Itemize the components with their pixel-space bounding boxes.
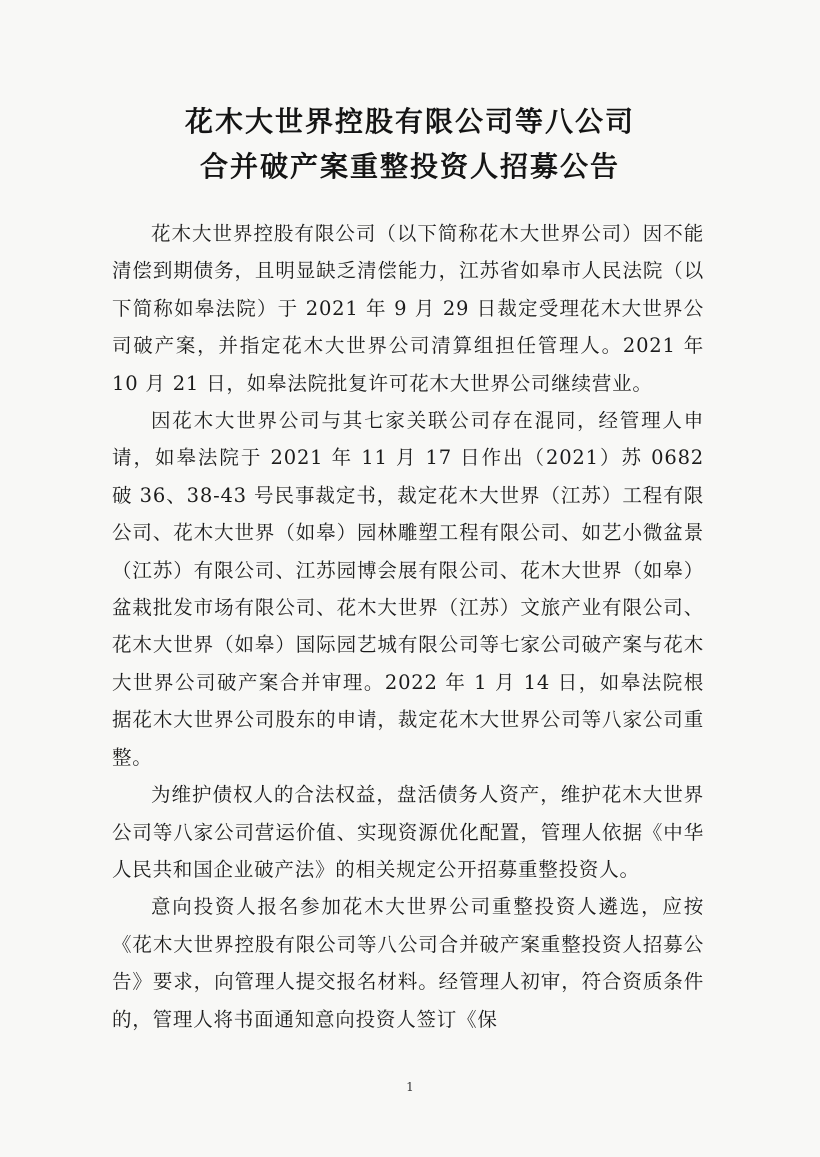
document-title-line2: 合并破产案重整投资人招募公告 — [199, 150, 620, 183]
document-title-line1: 花木大世界控股有限公司等八公司 — [184, 105, 635, 138]
paragraph-recruitment-purpose: 为维护债权人的合法权益，盘活债务人资产，维护花木大世界公司等八家公司营运价值、实现资源优化配置，管理人依据《中华人民共和国企业破产法》的相关规定公开招募重整投资人。 — [112, 783, 704, 881]
document-body — [112, 215, 704, 1038]
page-number: 1 — [406, 1080, 414, 1094]
paragraph-consolidation: 因花木大世界公司与其七家关联公司存在混同，经管理人申请，如皋法院于 2021 年 11 月 17 日作出（2021）苏 0682 破 36、38-43 号民事裁定书，裁定花木大世界（江苏）工程有限公司、花木大世界（如皋）园林雕塑工程有限公司、如艺小微盆景（江苏）有限公司、江苏园博会展有限公司、花木大世界（如皋）盆栽批发市场有限公司、花木大世界（江苏）文旅产业有限公司、花木大世界（如皋）国际园艺城有限公司等七家公司破产案与花木大世界公司破产案合并审理。2022 年 1 月 14 日，如皋法院根据花木大世界公司股东的申请，裁定花木大世界公司等八家公司重整。 — [112, 409, 704, 769]
paragraph-registration: 意向投资人报名参加花木大世界公司重整投资人遴选，应按《花木大世界控股有限公司等八公司合并破产案重整投资人招募公告》要求，向管理人提交报名材料。经管理人初审，符合资质条件的，管理人将书面通知意向投资人签订《保 — [112, 895, 704, 1031]
paragraph-case-acceptance: 花木大世界控股有限公司（以下简称花木大世界公司）因不能清偿到期债务，且明显缺乏清偿能力，江苏省如皋市人民法院（以下简称如皋法院）于 2021 年 9 月 29 日裁定受理花木大世界公司破产案，并指定花木大世界公司清算组担任管理人。2021 年 10 月 21 日，如皋法院批复许可花木大世界公司继续营业。 — [112, 222, 704, 395]
